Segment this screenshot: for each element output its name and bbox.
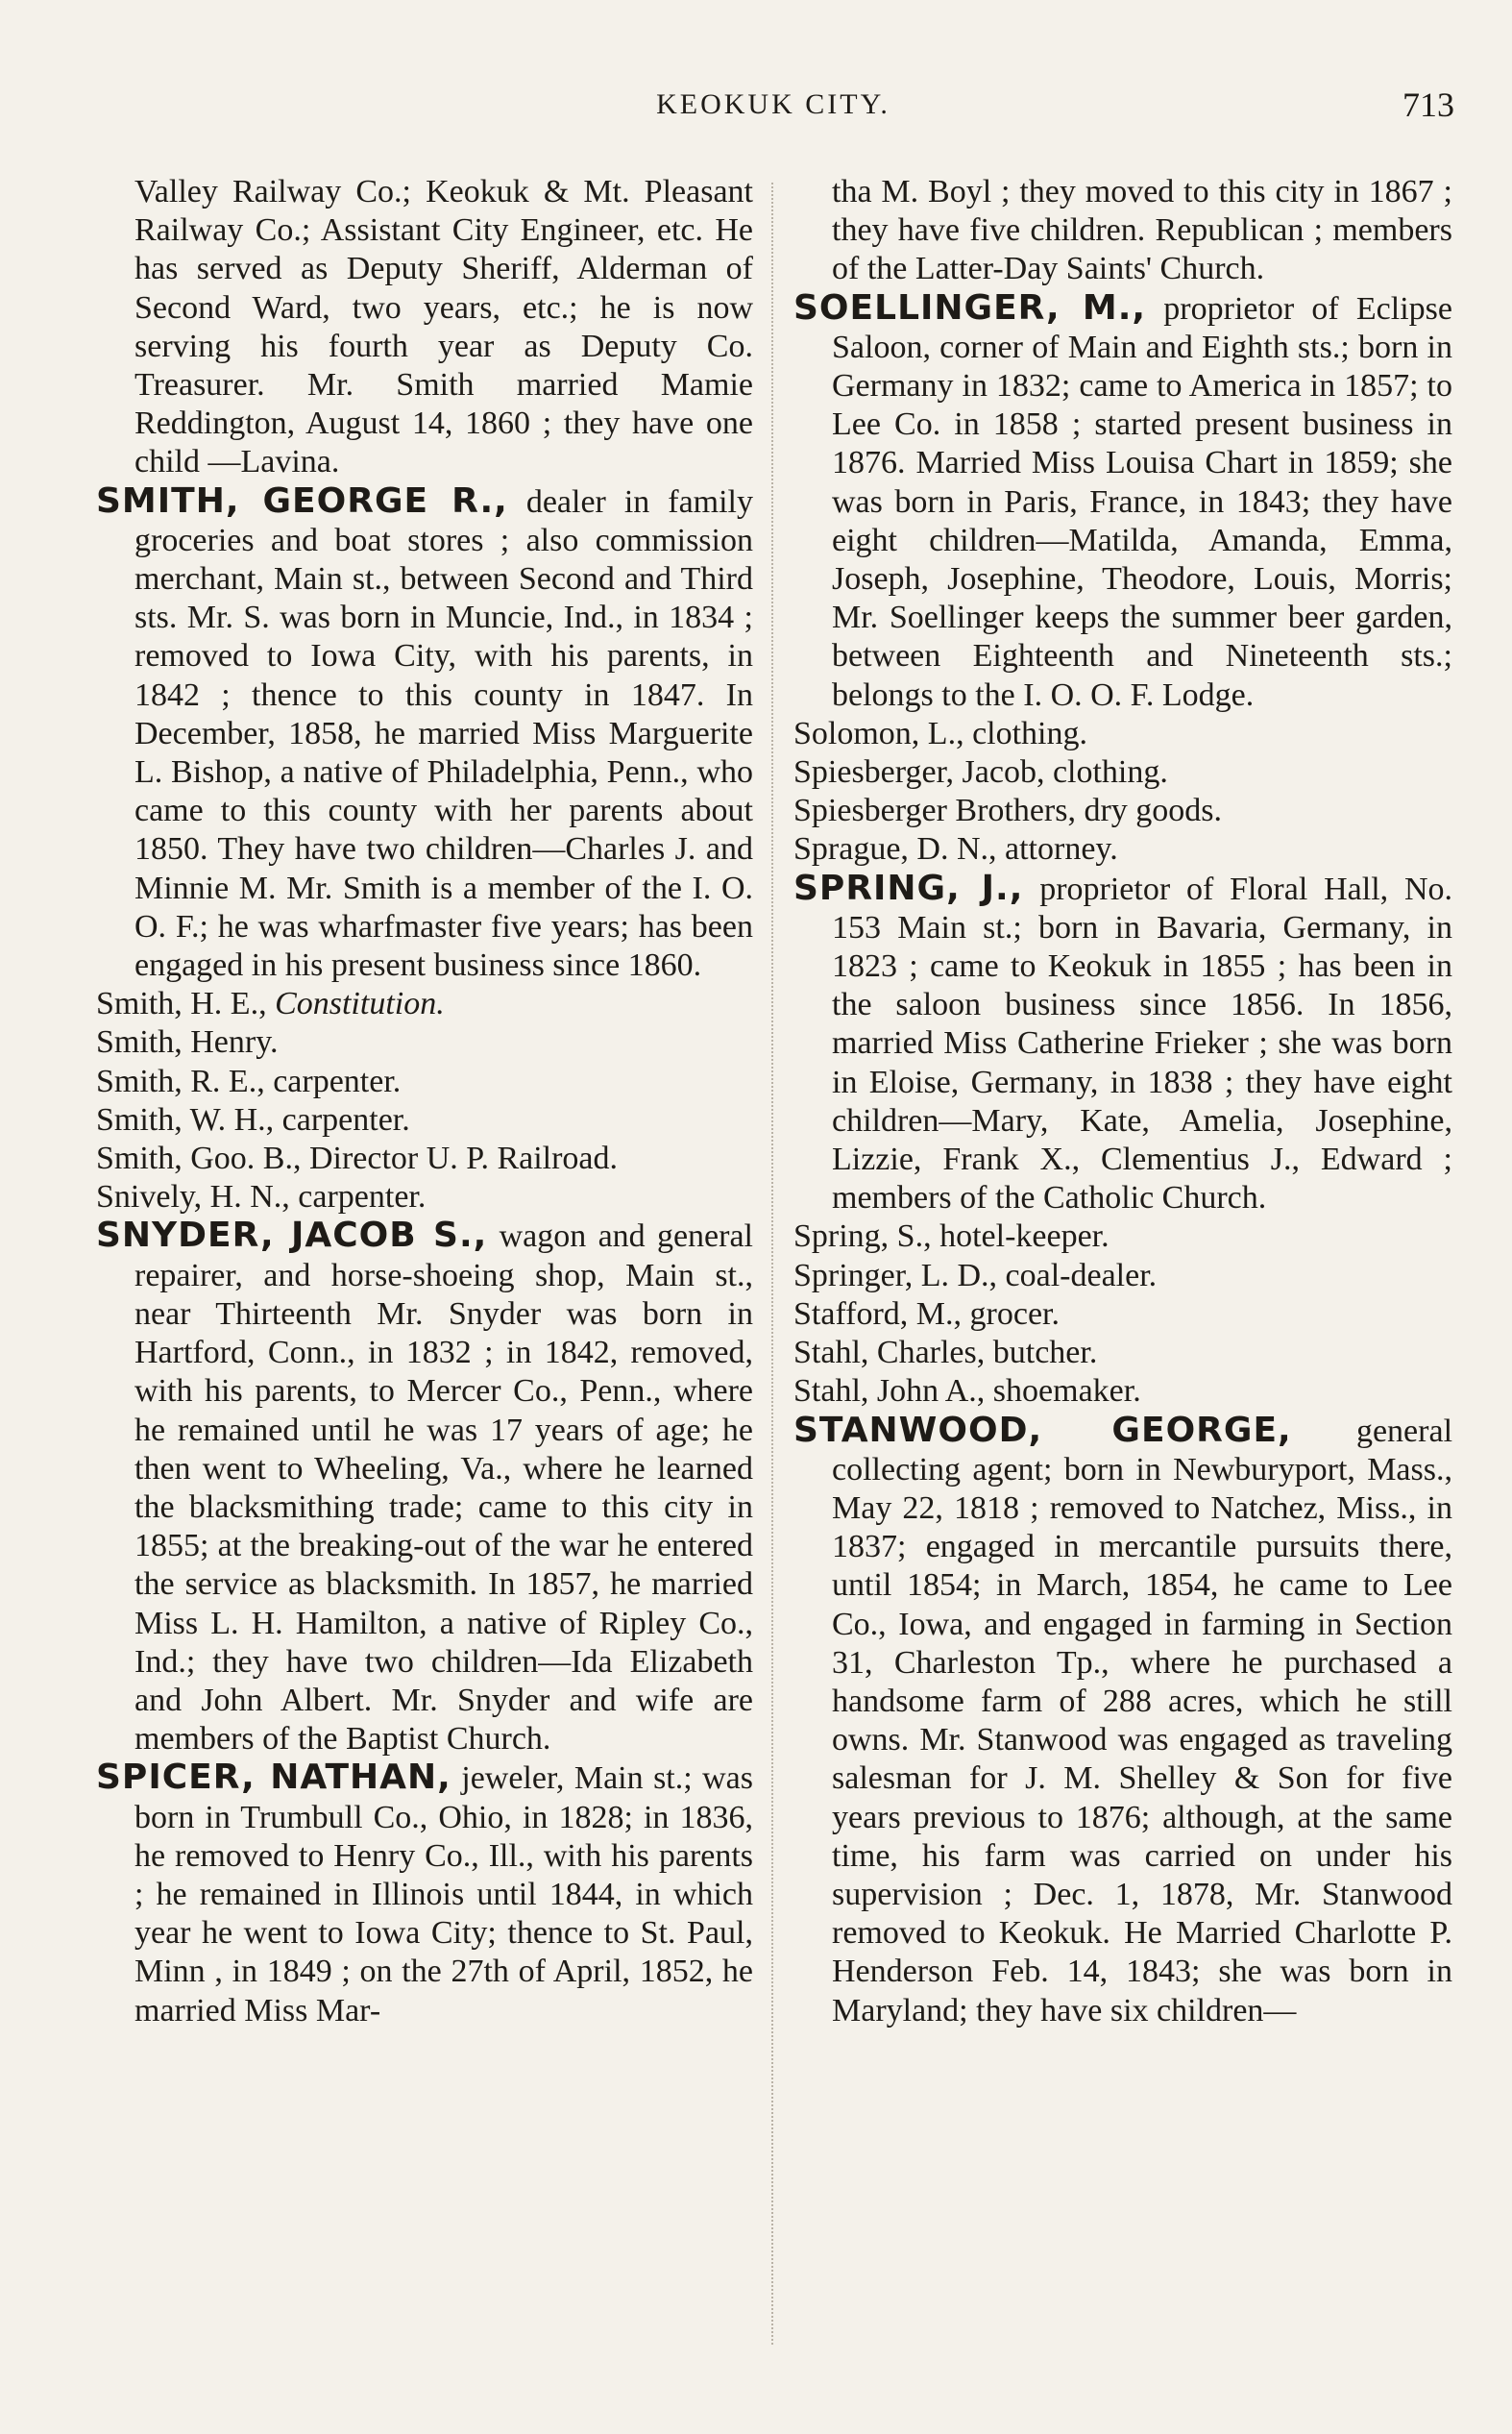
entry-name: SNYDER, JACOB S., [96, 1216, 488, 1256]
entry-name: STANWOOD, GEORGE, [793, 1410, 1292, 1450]
entry-name: SMITH, GEORGE R., [96, 480, 508, 521]
short-entry: Snively, H. N., carpenter. [96, 1179, 427, 1216]
entry-text: proprietor of Floral Hall, No. 153 Main st.; born in Bavaria, Germany, in 1823 ; came to Keokuk in 1855 ; has been in the saloon business since 1856. In 1856, married Miss Catherine Frieker ; she was born in Eloise, Germany, in 1838 ; they have eight children—Mary, Kate, Amelia, Josephine, Lizzie, Frank X., Clementius J., Edward ; members of the Catholic Church. [832, 871, 1453, 1217]
short-entry: Springer, L. D., coal-dealer. [793, 1257, 1158, 1293]
entry-text: jeweler, Main st.; was born in Trumbull Co., Ohio, in 1828; in 1836, he removed to Henry Co., Ill., with his parents ; he remained in Illinois until 1844, in which year he went to Iowa City; thence to St. Paul, Minn , in 1849 ; on the 27th of April, 1852, he married Miss Mar- [134, 1760, 754, 2028]
short-entry: Stahl, Charles, butcher. [793, 1335, 1098, 1371]
short-entry: Sprague, D. N., attorney. [793, 831, 1118, 868]
entry-smith-george [96, 482, 753, 986]
entry-text: general collecting agent; born in Newburyport, Mass., May 22, 1818 ; removed to Natchez, Miss., in 1837; engaged in mercantile pursuits there, until 1854; in March, 1854, he came to Lee Co., Iowa, and engaged in farming in Section 31, Charleston Tp., where he purchased a handsome farm of 288 acres, which he still owns. Mr. Stanwood was engaged as traveling salesman for J. M. Shelley & Son for five years previous to 1876; although, at the same time, his farm was carried on under his supervision ; Dec. 1, 1878, Mr. Stanwood removed to Keokuk. He Married Charlotte P. Henderson Feb. 14, 1843; she was born in Maryland; they have six children— [832, 1413, 1453, 2028]
entry-name: SPICER, NATHAN, [96, 1758, 451, 1798]
entry-text: dealer in family groceries and boat stores ; also commission merchant, Main st., between Second and Third sts. Mr. S. was born in Muncie, Ind., in 1834 ; removed to Iowa City, with his parents, in 1842 ; thence to this county in 1847. In December, 1858, he married Miss Marguerite L. Bishop, a native of Philadelphia, Penn., who came to this county with her parents about 1850. They have two children—Charles J. and Minnie M. Mr. Smith is a member of the I. O. O. F.; he was wharfmaster five years; has been engaged in his present business since 1860. [134, 483, 753, 984]
running-head: KEOKUK CITY. [656, 88, 890, 120]
entry-stanwood [793, 1412, 1452, 2030]
left-column [96, 173, 753, 2030]
right-column [793, 173, 1452, 2030]
short-entry: Smith, R. E., carpenter. [96, 1063, 402, 1099]
entry-name: Smith, H. E., [96, 986, 267, 1022]
short-entry: Spiesberger, Jacob, clothing. [793, 754, 1168, 791]
column-divider [771, 183, 773, 2345]
short-entry: Smith, Goo. B., Director U. P. Railroad. [96, 1141, 619, 1177]
entry-snyder [96, 1217, 753, 1758]
short-entry: Stahl, John A., shoemaker. [793, 1373, 1141, 1410]
short-entry: Spring, S., hotel-keeper. [793, 1218, 1110, 1255]
page-number: 713 [1402, 86, 1454, 124]
entry-spicer [96, 1758, 753, 2029]
entry-text: wagon and general repairer, and horse-shoeing shop, Main st., near Thirteenth Mr. Snyder was born in Hartford, Conn., in 1832 ; in 1842, removed, with his parents, to Mercer Co., Penn., where he remained until he was 17 years of age; he then went to Wheeling, Va., where he learned the blacksmithing trade; came to this city in 1855; at the breaking-out of the war he entered the service as blacksmith. In 1857, he married Miss L. H. Hamilton, a native of Ripley Co., Ind.; they have two children—Ida Elizabeth and John Albert. Mr. Snyder and wife are members of the Baptist Church. [134, 1218, 753, 1758]
entry-text: proprietor of Eclipse Saloon, corner of Main and Eighth sts.; born in Germany in 1832; came to America in 1857; to Lee Co. in 1858 ; started present business in 1876. Married Miss Louisa Chart in 1859; she was born in Paris, France, in 1843; they have eight children—Matilda, Amanda, Emma, Joseph, Josephine, Theodore, Louis, Morris; Mr. Soellinger keeps the summer beer garden, between Eighteenth and Nineteenth sts.; belongs to the I. O. O. F. Lodge. [832, 290, 1452, 713]
entry-soellinger [793, 289, 1452, 715]
short-entry: Spiesberger Brothers, dry goods. [793, 793, 1223, 829]
short-entry: Smith, Henry. [96, 1024, 279, 1061]
short-entry: Smith, W. H., carpenter. [96, 1101, 410, 1138]
short-entry: Stafford, M., grocer. [793, 1295, 1060, 1332]
entry-detail: Constitution. [275, 986, 445, 1022]
entry-smith-he [96, 985, 753, 1023]
entry-name: SOELLINGER, M., [793, 287, 1147, 328]
short-entry: Solomon, L., clothing. [793, 715, 1087, 751]
page-header [92, 88, 1454, 136]
entry-name: SPRING, J., [793, 868, 1024, 908]
entry-continuation: tha M. Boyl ; they moved to this city in 1867 ; they have five children. Republican ; members of the Latter-Day Saints' Church. [832, 174, 1452, 287]
entry-spring [793, 870, 1452, 1218]
entry-continuation: Valley Railway Co.; Keokuk & Mt. Pleasant Railway Co.; Assistant City Engineer, etc. He has served as Deputy Sheriff, Alderman of Second Ward, two years, etc.; he is now serving his fourth year as Deputy Co. Treasurer. Mr. Smith married Mamie Reddington, August 14, 1860 ; they have one child —Lavina. [134, 174, 753, 480]
